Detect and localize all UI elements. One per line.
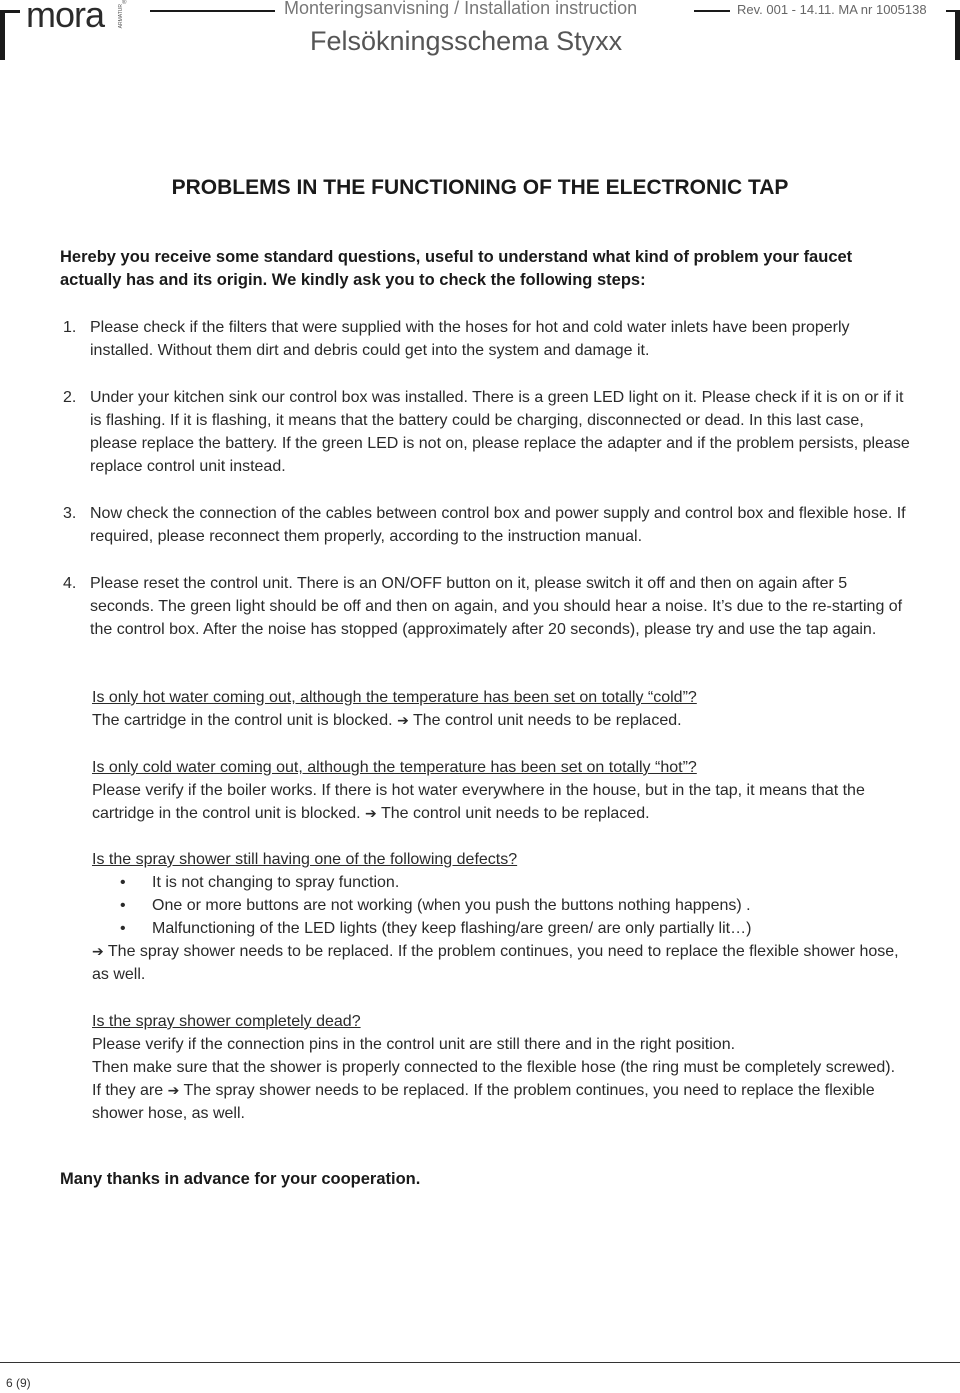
qa-hot-water	[92, 686, 912, 732]
step-text: Under your kitchen sink our control box was installed. There is a green LED light on it. Please check if it is on or if it is flashing. If it is flashing, it means that the battery could be charging, disconnected or dead. In this last case, please replace the battery. If the green LED is not on, please replace the adapter and if the problem persists, please replace control unit instead.	[90, 389, 910, 475]
answer-text: If they are	[92, 1082, 164, 1099]
list-item	[120, 917, 912, 940]
answer-line: Please verify if the connection pins in the control unit are still there and in the right position.	[92, 1036, 736, 1053]
answer-hot-water	[92, 709, 912, 732]
arrow-right-icon: ➔	[167, 1082, 180, 1098]
page-number: 6 (9)	[6, 1376, 31, 1390]
document-type: Monteringsanvisning / Installation instruction	[284, 0, 638, 18]
list-item	[120, 871, 912, 894]
main-heading: PROBLEMS IN THE FUNCTIONING OF THE ELECTRONIC TAP	[171, 176, 789, 199]
brand-logo-sub: ARMATUR	[118, 4, 124, 29]
answer-spray-dead	[92, 1079, 912, 1125]
step-number: 4.	[63, 575, 77, 592]
answer-text: The spray shower needs to be replaced. If the problem continues, you need to replace the flexible shower hose, as well.	[92, 943, 899, 983]
bullet-icon: •	[120, 920, 126, 937]
header-frame-left	[0, 10, 5, 60]
header-frame-top-rule	[150, 10, 275, 12]
bullet-icon: •	[120, 897, 126, 914]
step-item	[60, 316, 910, 362]
step-text: Now check the connection of the cables between control box and power supply and control box and flexible hose. If required, please reconnect them properly, according to the instruction manual.	[90, 505, 906, 545]
footer-divider	[0, 1362, 960, 1363]
header-frame-top-left	[0, 10, 20, 13]
qa-spray-dead	[92, 1010, 912, 1125]
step-item	[60, 502, 910, 548]
page-title: Felsökningsschema Styxx	[310, 26, 623, 56]
step-item	[60, 386, 910, 478]
step-text: Please check if the filters that were supplied with the hoses for hot and cold water inlets have been properly installed. Without them dirt and debris could get into the system and damage it.	[90, 319, 850, 359]
header-frame-mid-rule	[694, 10, 730, 12]
step-number: 1.	[63, 319, 77, 336]
answer-text: The cartridge in the control unit is blocked.	[92, 712, 393, 729]
qa-spray-defects	[92, 848, 912, 986]
answer-text: The control unit needs to be replaced.	[380, 805, 650, 822]
step-number: 2.	[63, 389, 77, 406]
brand-logo-registered: ®	[122, 0, 127, 6]
answer-cold-water	[92, 779, 912, 825]
steps-list	[60, 316, 910, 665]
list-item-text: It is not changing to spray function.	[152, 874, 400, 891]
arrow-right-icon: ➔	[397, 712, 409, 728]
list-item	[120, 894, 912, 917]
brand-logo: mora	[26, 0, 105, 35]
closing-thanks: Many thanks in advance for your cooperation.	[60, 1170, 421, 1188]
arrow-right-icon: ➔	[365, 805, 377, 821]
qa-cold-water	[92, 756, 912, 825]
answer-text: Please verify if the boiler works. If there is hot water everywhere in the house, but in the tap, it means that the cartridge in the control unit is blocked.	[92, 782, 865, 822]
revision-number: Rev. 001 - 14.11. MA nr 1005138	[737, 2, 927, 17]
list-item-text: Malfunctioning of the LED lights (they keep flashing/are green/ are only partially lit…)	[152, 920, 752, 937]
answer-line: Then make sure that the shower is properly connected to the flexible hose (the ring must be completely screwed).	[92, 1059, 896, 1076]
question-cold-water: Is only cold water coming out, although the temperature has been set on totally “hot”?	[92, 759, 697, 776]
bullet-icon: •	[120, 874, 126, 891]
step-item	[60, 572, 910, 641]
arrow-right-icon: ➔	[92, 943, 104, 959]
question-hot-water: Is only hot water coming out, although the temperature has been set on totally “cold”?	[92, 689, 697, 706]
answer-text: The spray shower needs to be replaced. If the problem continues, you need to replace the flexible shower hose, as well.	[92, 1082, 875, 1122]
intro-paragraph: Hereby you receive some standard questions, useful to understand what kind of problem your faucet actually has and its origin. We kindly ask you to check the following steps:	[60, 248, 853, 289]
step-number: 3.	[63, 505, 77, 522]
question-spray-dead: Is the spray shower completely dead?	[92, 1013, 361, 1030]
answer-text: The control unit needs to be replaced.	[412, 712, 682, 729]
header-frame-right	[955, 10, 960, 60]
defect-list	[92, 871, 912, 940]
answer-spray-defects	[92, 940, 912, 986]
list-item-text: One or more buttons are not working (when you push the buttons nothing happens) .	[152, 897, 751, 914]
step-text: Please reset the control unit. There is an ON/OFF button on it, please switch it off and then on again after 5 seconds. The green light should be off and then on again, and you should hear a noise. It’s due to the re-starting of the control box. After the noise has stopped (approximately after 20 seconds), please try and use the tap again.	[90, 575, 903, 638]
question-spray-defects: Is the spray shower still having one of the following defects?	[92, 851, 518, 868]
